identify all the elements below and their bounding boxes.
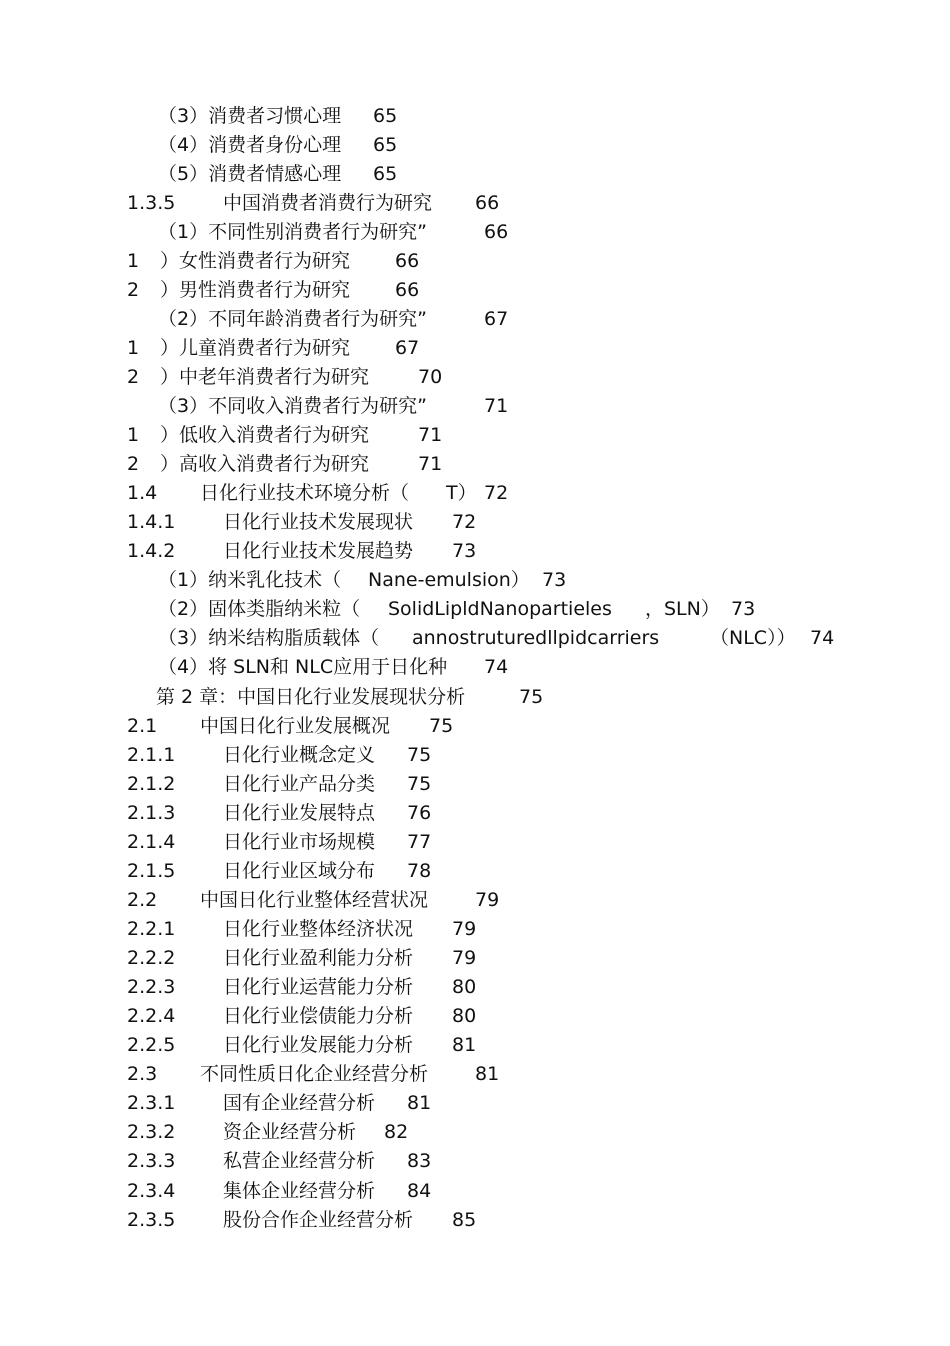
toc-entry-number: 2.2.3 — [127, 976, 176, 998]
toc-entry-number: 2.2 — [127, 889, 158, 911]
toc-entry-number: 1.4.1 — [127, 511, 176, 533]
toc-entry-number: 2.1.4 — [127, 831, 176, 853]
toc-entry-number: 2 — [127, 453, 140, 475]
toc-entry-number: 2.1.1 — [127, 744, 176, 766]
toc-entry-page: 74 — [810, 627, 835, 649]
toc-entry-title: 私营企业经营分析 — [223, 1150, 376, 1172]
toc-entry-title: ）男性消费者行为研究 — [160, 279, 351, 301]
toc-entry-page: 83 — [407, 1150, 432, 1172]
toc-entry-page: 75 — [407, 773, 432, 795]
toc-entry-title: 中国日化行业整体经营状况 — [200, 889, 429, 911]
toc-entry-page: 65 — [373, 134, 398, 156]
toc-entry-title: 日化行业概念定义 — [223, 744, 376, 766]
toc-entry-number: 1 — [127, 337, 140, 359]
toc-entry-page: 73 — [452, 540, 477, 562]
toc-entry-title: （4）将 SLN和 NLC应用于日化种 — [158, 656, 448, 678]
toc-entry-title: （3）纳米结构脂质载体（ — [158, 627, 380, 649]
toc-entry-title: 日化行业产品分类 — [223, 773, 376, 795]
toc-entry-number: 2.2.4 — [127, 1005, 176, 1027]
toc-entry-title: ）低收入消费者行为研究 — [160, 424, 370, 446]
toc-entry-page: 66 — [395, 250, 420, 272]
toc-entry-page: 65 — [373, 105, 398, 127]
toc-entry-number: 2.2.5 — [127, 1034, 176, 1056]
toc-entry-page: 72 — [484, 482, 509, 504]
toc-entry-title: 日化行业运营能力分析 — [223, 976, 414, 998]
toc-entry-title: 日化行业技术环境分析（ — [200, 482, 410, 504]
toc-entry-number: 2.1.5 — [127, 860, 176, 882]
toc-entry-page: 82 — [384, 1121, 409, 1143]
toc-entry-number: 2.3 — [127, 1063, 158, 1085]
toc-entry-page: 75 — [429, 715, 454, 737]
toc-entry-page: 66 — [475, 192, 500, 214]
toc-entry-title-suffix-2: ，SLN） — [645, 598, 720, 620]
toc-entry-title-suffix: Nane-emulsion） — [368, 569, 530, 591]
toc-entry-page: 72 — [452, 511, 477, 533]
toc-entry-title: （1）纳米乳化技术（ — [158, 569, 342, 591]
toc-entry-number: 2.3.1 — [127, 1092, 176, 1114]
toc-entry-number: 1 — [127, 424, 140, 446]
toc-entry-page: 84 — [407, 1180, 432, 1202]
toc-entry-title-suffix: T） — [446, 482, 477, 504]
toc-entry-page: 67 — [395, 337, 420, 359]
toc-entry-number: 1.4 — [127, 482, 158, 504]
toc-entry-title: 日化行业区域分布 — [223, 860, 376, 882]
toc-entry-page: 75 — [519, 686, 544, 708]
toc-chapter-title: 第 2 章：中国日化行业发展现状分析 — [156, 686, 466, 708]
toc-entry-title: 股份合作企业经营分析 — [223, 1209, 414, 1231]
toc-entry-number: 1.3.5 — [127, 192, 176, 214]
toc-entry-title: 日化行业整体经济状况 — [223, 918, 414, 940]
toc-entry-page: 77 — [407, 831, 432, 853]
toc-entry-number: 2 — [127, 279, 140, 301]
toc-entry-title: ）儿童消费者行为研究 — [160, 337, 351, 359]
toc-entry-page: 70 — [418, 366, 443, 388]
toc-entry-title: 日化行业偿债能力分析 — [223, 1005, 414, 1027]
toc-entry-page: 80 — [452, 1005, 477, 1027]
toc-entry-number: 1.4.2 — [127, 540, 176, 562]
toc-entry-title-suffix-2: （NLC）） — [710, 627, 796, 649]
toc-entry-title: 不同性质日化企业经营分析 — [200, 1063, 429, 1085]
toc-entry-title: 国有企业经营分析 — [223, 1092, 376, 1114]
toc-entry-title-suffix: annostruturedllpidcarriers — [412, 627, 660, 649]
toc-entry-title: 资企业经营分析 — [223, 1121, 357, 1143]
toc-entry-title: （2）不同年龄消费者行为研究” — [158, 308, 427, 330]
toc-entry-title: 中国消费者消费行为研究 — [223, 192, 433, 214]
toc-entry-title: （3）消费者习惯心理 — [158, 105, 342, 127]
toc-entry-title: 日化行业发展特点 — [223, 802, 376, 824]
toc-entry-page: 66 — [484, 221, 509, 243]
toc-entry-number: 1 — [127, 250, 140, 272]
toc-entry-page: 67 — [484, 308, 509, 330]
toc-entry-title: （1）不同性别消费者行为研究” — [158, 221, 427, 243]
toc-entry-title: 集体企业经营分析 — [223, 1180, 376, 1202]
toc-entry-title: （3）不同收入消费者行为研究” — [158, 395, 427, 417]
toc-entry-number: 2 — [127, 366, 140, 388]
toc-entry — [0, 1208, 477, 1328]
toc-entry-page: 76 — [407, 802, 432, 824]
toc-entry-page: 79 — [475, 889, 500, 911]
toc-entry-title: （2）固体类脂纳米粒（ — [158, 598, 361, 620]
toc-entry-title: 日化行业盈利能力分析 — [223, 947, 414, 969]
toc-entry-page: 71 — [418, 453, 443, 475]
toc-entry-page: 81 — [452, 1034, 477, 1056]
toc-entry-number: 2.3.2 — [127, 1121, 176, 1143]
toc-entry-title-suffix: SolidLipldNanopartieles — [388, 598, 612, 620]
toc-entry-page: 79 — [452, 918, 477, 940]
toc-entry-number: 2.1 — [127, 715, 158, 737]
toc-entry-title: 日化行业发展能力分析 — [223, 1034, 414, 1056]
toc-entry-title: ）女性消费者行为研究 — [160, 250, 351, 272]
toc-entry-page: 71 — [484, 395, 509, 417]
toc-entry-title: 日化行业技术发展趋势 — [223, 540, 414, 562]
toc-entry-number: 2.1.2 — [127, 773, 176, 795]
toc-entry-page: 79 — [452, 947, 477, 969]
toc-entry-page: 73 — [542, 569, 567, 591]
toc-entry-page: 71 — [418, 424, 443, 446]
toc-entry-page: 85 — [452, 1209, 477, 1231]
toc-entry-title: 日化行业技术发展现状 — [223, 511, 414, 533]
toc-entry-number: 2.3.3 — [127, 1150, 176, 1172]
toc-entry-number: 2.3.5 — [127, 1209, 176, 1231]
toc-entry-number: 2.1.3 — [127, 802, 176, 824]
toc-entry-number: 2.3.4 — [127, 1180, 176, 1202]
toc-entry-title: 日化行业市场规模 — [223, 831, 376, 853]
toc-entry-number: 2.2.2 — [127, 947, 176, 969]
toc-entry-page: 74 — [484, 656, 509, 678]
toc-entry-page: 66 — [395, 279, 420, 301]
toc-entry-title: ）高收入消费者行为研究 — [160, 453, 370, 475]
toc-entry-page: 73 — [731, 598, 756, 620]
toc-entry-page: 78 — [407, 860, 432, 882]
toc-entry-page: 65 — [373, 163, 398, 185]
toc-entry-page: 81 — [407, 1092, 432, 1114]
toc-entry-title: （5）消费者情感心理 — [158, 163, 342, 185]
toc-entry-page: 81 — [475, 1063, 500, 1085]
toc-entry-page: 75 — [407, 744, 432, 766]
toc-entry-title: 中国日化行业发展概况 — [200, 715, 391, 737]
toc-entry-title: ）中老年消费者行为研究 — [160, 366, 370, 388]
toc-entry-number: 2.2.1 — [127, 918, 176, 940]
toc-entry-page: 80 — [452, 976, 477, 998]
toc-entry-title: （4）消费者身份心理 — [158, 134, 342, 156]
